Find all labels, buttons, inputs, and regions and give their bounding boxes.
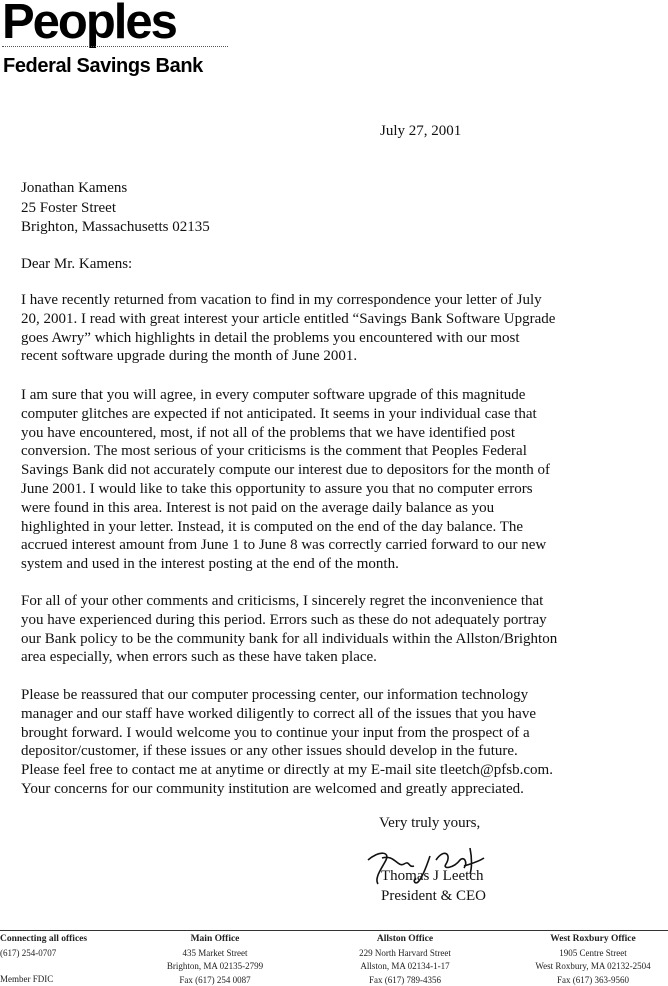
signer-name: Thomas J Leetch <box>381 868 484 884</box>
text-line: I am sure that you will agree, in every computer software upgrade of this magnitude <box>21 387 526 403</box>
footer-contact-phone: (617) 254-0707 <box>0 947 57 958</box>
text-line: area especially, when errors such as these have taken place. <box>21 649 377 666</box>
text-line: goes Awry” which highlights in detail the problems you encountered with our most <box>21 329 520 346</box>
footer-office-street: 229 North Harvard Street <box>359 947 451 958</box>
footer-office-heading: Allston Office <box>376 934 434 944</box>
paragraph-2 <box>21 386 651 574</box>
footer-office-city: West Roxbury, MA 02132-2504 <box>535 961 651 971</box>
footer-office-street: 435 Market Street <box>182 947 248 958</box>
signer-title: President & CEO <box>381 888 486 904</box>
recipient-city: Brighton, Massachusetts 02135 <box>21 219 210 235</box>
logo-divider <box>2 46 228 47</box>
text-line: were found in this area. Interest is not paid on the average daily balance as you <box>21 499 495 516</box>
footer-contact <box>0 933 110 986</box>
footer-office-fax: Fax (617) 254 0087 <box>179 974 251 985</box>
logo-subtitle: Federal Savings Bank <box>3 55 203 77</box>
footer-main-office <box>150 933 280 986</box>
letter-date: July 27, 2001 <box>380 123 462 139</box>
text-line: depositor/customer, if these issues or any other issues should develop in the future. <box>21 743 518 760</box>
text-line: For all of your other comments and criticisms, I sincerely regret the inconvenience that <box>21 593 544 609</box>
text-line: computer glitches are expected if not anticipated. It seems in your individual case that <box>21 405 537 422</box>
text-line: brought forward. I would welcome you to continue your input from the prospect of a <box>21 724 530 741</box>
text-line: 20, 2001. I read with great interest your article entitled “Savings Bank Software Upgrade <box>21 310 556 327</box>
footer-office-city: Brighton, MA 02135-2799 <box>166 961 264 971</box>
footer-divider <box>0 930 668 931</box>
footer-allston-office <box>340 933 470 986</box>
footer-office-fax: Fax (617) 789-4356 <box>369 974 441 985</box>
recipient-street: 25 Foster Street <box>21 199 116 216</box>
text-line: Please feel free to contact me at anytime or directly at my E-mail site tleetch@pfsb.com. <box>21 762 553 779</box>
text-line: Savings Bank did not accurately compute our interest due to depositors for the month of <box>21 462 551 479</box>
paragraph-3 <box>21 592 651 667</box>
bank-logo <box>2 0 203 77</box>
text-line: I have recently returned from vacation to find in my correspondence your letter of July <box>21 292 542 308</box>
text-line: highlighted in your letter. Instead, it is computed on the end of the day balance. The <box>21 518 524 535</box>
logo-name: Peoples <box>2 0 176 49</box>
text-line: our Bank policy to be the community bank for all individuals within the Allston/Brighton <box>21 630 558 647</box>
text-line: system and used in the interest posting at the end of the month. <box>21 556 399 573</box>
text-line: accrued interest amount from June 1 to June 8 was correctly carried forward to our new <box>21 537 547 554</box>
footer-office-heading: Main Office <box>190 934 240 944</box>
text-line: manager and our staff have worked diligently to correct all of the issues that you have <box>21 705 536 722</box>
salutation: Dear Mr. Kamens: <box>21 256 133 272</box>
footer-office-city: Allston, MA 02134-1-17 <box>360 961 450 971</box>
text-line: June 2001. I would like to take this opportunity to assure you that no computer errors <box>21 480 533 497</box>
paragraph-4 <box>21 686 651 799</box>
letterhead-footer <box>0 933 668 986</box>
recipient-name: Jonathan Kamens <box>21 180 128 196</box>
text-line: recent software upgrade during the month of June 2001. <box>21 348 358 365</box>
footer-office-street: 1905 Centre Street <box>559 947 627 958</box>
text-line: you have experienced during this period. Errors such as these do not adequately portray <box>21 611 547 628</box>
footer-office-heading: West Roxbury Office <box>550 934 636 944</box>
footer-contact-heading: Connecting all offices <box>0 934 88 944</box>
text-line: conversion. The most serious of your criticisms is the comment that Peoples Federal <box>21 443 527 460</box>
text-line: Your concerns for our community institution are welcomed and greatly appreciated. <box>21 780 524 797</box>
footer-west-roxbury-office <box>518 933 668 986</box>
recipient-address <box>21 179 210 238</box>
text-line: Please be reassured that our computer processing center, our information technology <box>21 687 529 703</box>
text-line: you have encountered, most, if not all of the problems that we have identified post <box>21 424 516 441</box>
paragraph-1 <box>21 291 651 366</box>
footer-member-fdic: Member FDIC <box>0 974 54 984</box>
closing: Very truly yours, <box>379 815 481 831</box>
footer-office-fax: Fax (617) 363-9560 <box>557 974 629 985</box>
